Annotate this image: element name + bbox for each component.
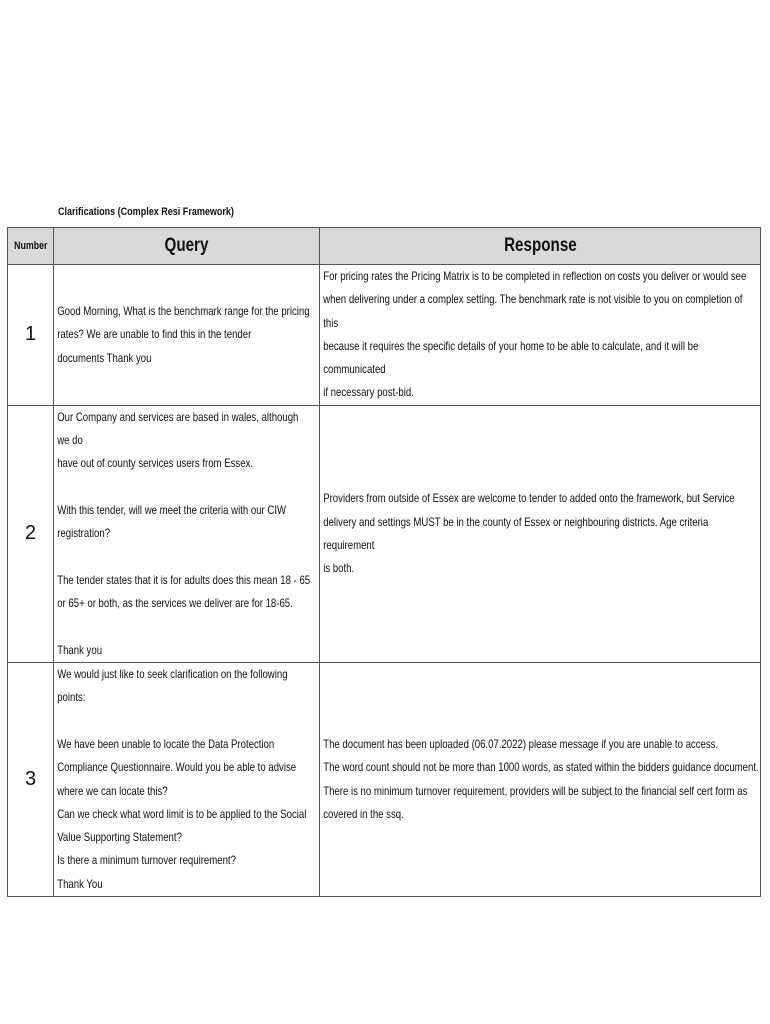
response-cell [320, 663, 761, 897]
query-cell [54, 663, 320, 897]
query-text: Our Company and services are based in wales, although we do have out of county services users from Essex. With this tender, will we meet the criteria with our CIW registration? The tender states that it is for adults does this mean 18 - 65 or 65+ or both, as the services we deliver are for 18-65. Thank you [57, 409, 311, 657]
query-cell [54, 265, 320, 406]
response-text: For pricing rates the Pricing Matrix is to be completed in reflection on costs you deliver or would see when delivering under a complex setting. The benchmark rate is not visible to you on completion of this because it requires the specific details of your home to be able to calculate, and it will be communicated if necessary post-bid. [323, 269, 747, 400]
query-text: We would just like to seek clarification on the following points: We have been unable to locate the Data Protection Compliance Questionnaire. Would you be able to advise where we can locate this? Can we check what word limit is to be applied to the Social Value Supporting Statement? Is there a minimum turnover requirement? Thank You [57, 667, 307, 891]
response-text: The document has been uploaded (06.07.2022) please message if you are unable to access. The word count should not be more than 1000 words, as stated within the bidders guidance document. There is no minimum turnover requirement, providers will be subject to the financial self cert form as covered in the ssq. [323, 736, 759, 821]
row-number: 2 [8, 405, 54, 662]
response-cell [320, 265, 761, 406]
header-number: Number [8, 228, 54, 265]
clarifications-table [7, 227, 761, 897]
row-number: 1 [8, 265, 54, 406]
header-query: Query [54, 228, 320, 265]
table-row [8, 663, 761, 897]
row-number: 3 [8, 663, 54, 897]
document-caption: Clarifications (Complex Resi Framework) [58, 206, 234, 218]
table-row [8, 405, 761, 662]
header-response: Response [320, 228, 761, 265]
response-text: Providers from outside of Essex are welcome to tender to added onto the framework, but Service delivery and settings MUST be in the county of Essex or neighbouring districts. Age criteria requirement is both. [323, 491, 735, 576]
table-row [8, 265, 761, 406]
response-cell [320, 405, 761, 662]
query-text: Good Morning, What is the benchmark range for the pricing rates? We are unable to find this in the tender documents Thank you [57, 303, 310, 365]
header-row [8, 228, 761, 265]
query-cell [54, 405, 320, 662]
